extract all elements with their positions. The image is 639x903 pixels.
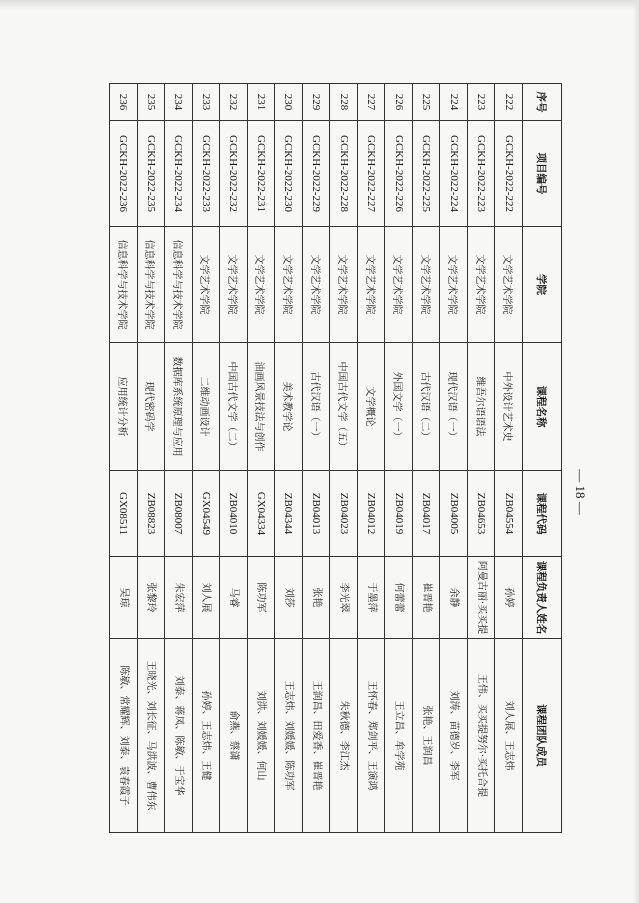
table-row: [467, 84, 495, 833]
scan-shadow-top: [0, 0, 639, 10]
table-row: [385, 84, 413, 833]
cell-leader: 吴琼: [110, 557, 138, 639]
cell-leader: 何蕾蕾: [385, 557, 413, 639]
cell-course-name: 油画风景技法与创作: [247, 343, 275, 471]
cell-college: 信息科学与技术学院: [165, 227, 193, 343]
cell-seq: 227: [357, 84, 385, 121]
cell-course-code: ZB04344: [275, 471, 303, 557]
cell-project-id: GCKH-2022-225: [412, 121, 440, 227]
table-row: [247, 84, 275, 833]
cell-course-code: ZB04653: [467, 471, 495, 557]
cell-team: 刘人展、王志炜: [495, 639, 523, 833]
cell-project-id: GCKH-2022-233: [192, 121, 220, 227]
cell-leader: 朱宏萍: [165, 557, 193, 639]
cell-team: 陈敏、常耀辉、刘泰、袁春霞子: [110, 639, 138, 833]
cell-course-name: 中国古代文学（五）: [330, 343, 358, 471]
cell-course-name: 中外设计艺术史: [495, 343, 523, 471]
cell-leader: 余静: [440, 557, 468, 639]
cell-college: 文学艺术学院: [385, 227, 413, 343]
cell-leader: 孙婷: [495, 557, 523, 639]
table-header-row: [523, 84, 562, 833]
cell-college: 文学艺术学院: [495, 227, 523, 343]
cell-course-code: GX08511: [110, 471, 138, 557]
cell-seq: 222: [495, 84, 523, 121]
cell-college: 信息科学与技术学院: [110, 227, 138, 343]
scan-shadow-right: [633, 0, 639, 903]
cell-college: 文学艺术学院: [440, 227, 468, 343]
header-project-id: 项目编号: [523, 121, 562, 227]
cell-college: 文学艺术学院: [412, 227, 440, 343]
cell-project-id: GCKH-2022-230: [275, 121, 303, 227]
header-college: 学院: [523, 227, 562, 343]
cell-course-code: ZB04019: [385, 471, 413, 557]
cell-project-id: GCKH-2022-231: [247, 121, 275, 227]
page-number: — 18 —: [573, 469, 588, 515]
cell-course-code: GX04549: [192, 471, 220, 557]
cell-college: 文学艺术学院: [357, 227, 385, 343]
cell-seq: 234: [165, 84, 193, 121]
cell-leader: 张黎玲: [137, 557, 165, 639]
cell-seq: 226: [385, 84, 413, 121]
cell-seq: 225: [412, 84, 440, 121]
cell-seq: 228: [330, 84, 358, 121]
cell-course-code: ZB04017: [412, 471, 440, 557]
cell-project-id: GCKH-2022-224: [440, 121, 468, 227]
cell-team: 王怀春、郑剑平、王演鸿: [357, 639, 385, 833]
cell-team: 王润昌、田爱香、崔晋艳: [302, 639, 330, 833]
cell-course-code: ZB04013: [302, 471, 330, 557]
cell-course-code: ZB04010: [220, 471, 248, 557]
cell-course-name: 古代汉语（一）: [302, 343, 330, 471]
cell-course-code: ZB04005: [440, 471, 468, 557]
header-course-name: 课程名称: [523, 343, 562, 471]
table-row: [192, 84, 220, 833]
cell-course-code: ZB08823: [137, 471, 165, 557]
cell-leader: 陈功军: [247, 557, 275, 639]
cell-team: 王志炜、刘媛媛、陈功军: [275, 639, 303, 833]
table-row: [137, 84, 165, 833]
cell-leader: 张艳: [302, 557, 330, 639]
table-body: [110, 84, 523, 833]
cell-college: 文学艺术学院: [302, 227, 330, 343]
cell-course-name: 数据库系统原理与应用: [165, 343, 193, 471]
cell-leader: 阿曼古丽·买买提: [467, 557, 495, 639]
cell-project-id: GCKH-2022-223: [467, 121, 495, 227]
cell-team: 刘洪、刘媛媛、何山: [247, 639, 275, 833]
cell-college: 文学艺术学院: [467, 227, 495, 343]
table-row: [330, 84, 358, 833]
table-row: [110, 84, 138, 833]
cell-leader: 李光翠: [330, 557, 358, 639]
table-row: [220, 84, 248, 833]
cell-team: 俞燕、蔡潇: [220, 639, 248, 833]
cell-course-name: 外国文学（一）: [385, 343, 413, 471]
cell-seq: 231: [247, 84, 275, 121]
cell-course-code: ZB08007: [165, 471, 193, 557]
cell-course-code: ZB04554: [495, 471, 523, 557]
cell-project-id: GCKH-2022-236: [110, 121, 138, 227]
header-seq: 序号: [523, 84, 562, 121]
header-leader: 课程负责人姓名: [523, 557, 562, 639]
cell-seq: 223: [467, 84, 495, 121]
cell-leader: 刘人展: [192, 557, 220, 639]
cell-seq: 230: [275, 84, 303, 121]
cell-course-name: 中国古代文学（二）: [220, 343, 248, 471]
cell-team: 孙婷、王志炜、王健: [192, 639, 220, 833]
cell-course-name: 文学概论: [357, 343, 385, 471]
cell-seq: 232: [220, 84, 248, 121]
cell-college: 文学艺术学院: [330, 227, 358, 343]
cell-course-name: 维吾尔语语法: [467, 343, 495, 471]
cell-course-code: ZB04012: [357, 471, 385, 557]
cell-team: 张艳、王润昌: [412, 639, 440, 833]
cell-course-name: 二维动画设计: [192, 343, 220, 471]
cell-project-id: GCKH-2022-227: [357, 121, 385, 227]
cell-course-name: 现代汉语（一）: [440, 343, 468, 471]
cell-college: 文学艺术学院: [220, 227, 248, 343]
header-team: 课程团队成员: [523, 639, 562, 833]
cell-team: 刘泰、蒋凤、陈敏、于宝华: [165, 639, 193, 833]
table-row: [495, 84, 523, 833]
cell-course-code: ZB04023: [330, 471, 358, 557]
cell-seq: 224: [440, 84, 468, 121]
cell-team: 王立昌、牟学苑: [385, 639, 413, 833]
course-project-table: [109, 83, 562, 833]
cell-project-id: GCKH-2022-232: [220, 121, 248, 227]
cell-project-id: GCKH-2022-228: [330, 121, 358, 227]
table-row: [357, 84, 385, 833]
cell-college: 信息科学与技术学院: [137, 227, 165, 343]
document-table-region: [109, 83, 562, 832]
cell-seq: 229: [302, 84, 330, 121]
page-number-region: [574, 452, 588, 532]
cell-project-id: GCKH-2022-226: [385, 121, 413, 227]
cell-leader: 马睿: [220, 557, 248, 639]
cell-seq: 235: [137, 84, 165, 121]
cell-project-id: GCKH-2022-229: [302, 121, 330, 227]
table-row: [165, 84, 193, 833]
cell-seq: 236: [110, 84, 138, 121]
cell-project-id: GCKH-2022-222: [495, 121, 523, 227]
rotated-table-container: [109, 83, 562, 832]
cell-seq: 233: [192, 84, 220, 121]
table-row: [412, 84, 440, 833]
cell-course-name: 古代汉语（二）: [412, 343, 440, 471]
cell-project-id: GCKH-2022-235: [137, 121, 165, 227]
cell-course-name: 现代密码学: [137, 343, 165, 471]
cell-team: 王晓光、刘长征、马洪波、曹伟东: [137, 639, 165, 833]
cell-leader: 于墨萍: [357, 557, 385, 639]
cell-course-name: 应用统计分析: [110, 343, 138, 471]
table-row: [275, 84, 303, 833]
cell-project-id: GCKH-2022-234: [165, 121, 193, 227]
cell-course-name: 美术教学论: [275, 343, 303, 471]
table-row: [440, 84, 468, 833]
cell-course-code: GX04334: [247, 471, 275, 557]
cell-leader: 刘莎: [275, 557, 303, 639]
cell-college: 文学艺术学院: [275, 227, 303, 343]
header-course-code: 课程代码: [523, 471, 562, 557]
cell-team: 朱秋德、李江杰: [330, 639, 358, 833]
table-row: [302, 84, 330, 833]
cell-team: 刘涛、苗德岁、李军: [440, 639, 468, 833]
cell-college: 文学艺术学院: [192, 227, 220, 343]
cell-team: 王伟、买买提努尔·买托合提: [467, 639, 495, 833]
cell-college: 文学艺术学院: [247, 227, 275, 343]
cell-leader: 崔晋艳: [412, 557, 440, 639]
